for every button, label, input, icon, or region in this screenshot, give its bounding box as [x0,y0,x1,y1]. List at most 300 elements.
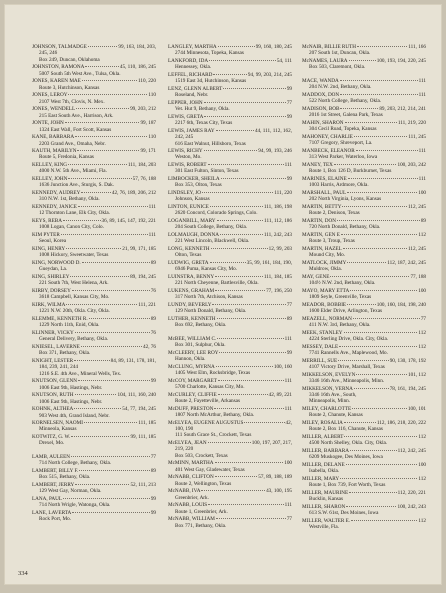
entry-address: 129 North Donald, Bethany, Okla. [175,308,247,315]
entry-address: 221 South 7th, West Helena, Ark. [39,280,109,287]
entry-name: LINTON, EUNICE [168,204,209,211]
dot-leader [78,206,148,207]
entry-pages: 42, 76 [143,343,156,350]
directory-entry [302,420,426,433]
entry-pages: 111, 242, 243 [263,232,292,239]
entry-address: 204 N.W. 2nd, Bethany, Okla. [309,84,372,91]
entry-address: 221 West Lincoln, Blackwell, Okla. [175,238,250,245]
entry-address: Box 503, Claremont, Okla. [309,64,366,71]
entry-name: MADISON, BOB [302,105,340,112]
entry-address: Route 1, Box 739, Fort Worth, Texas [309,482,386,489]
entry-pages: 99, 111, 185 [130,434,156,441]
dot-leader [75,332,150,333]
entry-address: Route 1, Greenbrier, Ark. [175,508,228,515]
entry-address: Roseland, Nebr. [175,92,209,99]
entry-address: 7741 Rannells Ave., Maplewood, Mo. [309,349,388,356]
directory-entry [32,78,156,91]
entry-name: McNABB, IVA [168,488,201,495]
entry-name: MAHONEY, CHARLIE [302,133,353,140]
directory-entry [168,502,292,515]
entry-address: Route 2, Denison, Texas [309,210,360,217]
entry-pages: 101, 112 [408,371,426,378]
entry-pages: 42, 89, 221 [268,391,292,398]
entry-address: Mound City, Mo. [309,252,345,259]
entry-address-continued: Minneapolis, Minn. [309,398,351,405]
directory-entry [168,100,292,113]
directory-page [4,4,442,585]
entry-pages: 111 [284,162,292,169]
dot-leader [340,94,417,95]
entry-address: Isabella, Okla. [309,468,340,475]
entry-address: 215 East South Ave., Harrison, Ark. [39,112,114,119]
directory-entry [32,134,156,147]
dot-leader [357,46,407,47]
entry-name: MILEY, ROSALIA [302,419,343,426]
directory-entry [302,448,426,461]
directory-entry [32,92,156,105]
entry-name: KLEMME, KENNETH R. [32,316,88,322]
dot-leader [202,192,273,193]
entry-pages-continued: 100, 190 [175,426,194,433]
entry-pages-continued: 242, 245 [175,134,194,141]
entry-name: McCLUNG, MYRNA [168,363,215,370]
directory-entry [168,420,292,439]
dot-leader [208,164,284,165]
entry-address: Route 3, Troup, Texas [309,238,355,245]
entry-name: LEWIS, RICHY [168,148,203,155]
dot-leader [61,234,148,235]
dot-leader [218,380,284,381]
directory-entry [168,460,292,473]
entry-name: LIMBOCKER, SHEILA [168,176,220,183]
dot-leader [81,346,142,347]
entry-name: KNUTSON, RUTH [32,392,74,399]
dot-leader [89,318,150,319]
dot-leader [216,518,286,519]
entry-pages: 112 [418,433,426,440]
entry-pages: 100 [418,189,426,196]
entry-pages: 89 [150,316,156,322]
directory-entry [32,44,156,63]
entry-pages: 89, 194, 245 [130,274,156,281]
entry-name: LEFFEL, RICHARD [168,71,213,78]
entry-address: Box 249, Duncan, Oklahoma [39,56,100,63]
entry-address: Box 353, Olton, Texas [175,182,222,189]
entry-pages: 77 [286,302,292,309]
entry-pages: 57, 89, 188, 189 [258,474,292,481]
entry-address: 3618 Campbell, Kansas City, Mo. [39,294,110,301]
entry-pages: 111 [418,77,426,84]
directory-entry [168,190,292,203]
directory-entry [168,58,292,71]
entry-pages: 99, 160, 180, 245 [255,44,292,50]
directory-entry [32,510,156,523]
entry-address: 720 North Donald, Bethany, Okla. [309,224,381,231]
directory-entry [32,482,156,495]
dot-leader [223,88,286,89]
dot-leader [215,462,284,463]
entry-pages: 100, 203, 242 [397,161,426,168]
entry-address: 4224 Sterling Drive, Okla. City, Okla. [309,335,389,342]
directory-entry [302,504,426,517]
entry-pages: 111 [284,335,292,342]
entry-address: 221 North Cheyenne, Bartlesville, Okla. [175,280,259,287]
dot-leader [210,206,263,207]
dot-leader [352,408,407,409]
entry-pages: 111, 245 [408,133,426,140]
entry-name: MIKKELSON, EVELYN [302,371,356,378]
entry-address: 616 East Walnut, Hillsboro, Texas [175,140,246,147]
entry-pages: 100, 160, 184, 198, 240 [376,301,426,308]
entry-pages: 112 [418,329,426,336]
entry-name: KNUTSON, GLENN [32,378,77,385]
entry-address: 1405 West Elm, Rocksbridge, Texas [175,370,251,377]
entry-pages: 99 [150,378,156,385]
directory-entry [32,120,156,133]
dot-leader [65,122,140,123]
entry-pages: 99 [286,176,292,183]
entry-name: KNIGHT, LESTER [32,357,74,364]
entry-name: JOHNSTON, RAMONA [32,64,85,71]
dot-leader [340,80,418,81]
entry-pages: 111 [418,147,426,154]
directory-entry [302,120,426,133]
directory-entry [302,78,426,91]
entry-pages: 111, 166 [408,44,426,50]
entry-pages: 111 [418,91,426,98]
directory-entry [302,462,426,475]
dot-leader [338,360,389,361]
entry-pages: 112 [418,231,426,238]
dot-leader [208,442,251,443]
entry-address: 1006 East 9th, Hastings, Nebr. [39,384,103,391]
dot-leader [82,80,137,81]
directory-entry [302,518,426,531]
dot-leader [215,276,263,277]
dot-leader [78,380,150,381]
entry-pages-continued: 245, 246 [39,50,58,57]
directory-entry [168,86,292,99]
entry-name: KANE, BARBARA [32,134,75,141]
entry-pages: 99 [286,349,292,356]
directory-entry [168,274,292,287]
dot-leader [344,332,418,333]
entry-address: Box 371, Bethany, Okla. [39,350,91,357]
entry-name: LOLMAUGH, DONNA [168,232,220,239]
entry-address: 111 South Grace St., Crockett, Texas [175,432,252,439]
directory-entry [168,350,292,363]
dot-leader [344,436,417,437]
entry-name: McNAIR, BILLIE RUTH [302,44,357,50]
entry-name: MANBECK, ELEANOR [302,147,355,154]
entry-name: McELYEA, EUGENE AUGUSTUS [168,419,244,426]
dot-leader [334,164,397,165]
directory-entry [32,454,156,467]
entry-pages: 100, 160 [273,363,292,370]
entry-pages: 35, 99, 161, 184, 190, [246,260,292,267]
entry-address: Hannon, Okla. [175,356,206,363]
dot-leader [216,130,254,131]
directory-entry [302,406,426,419]
dot-leader [330,276,409,277]
directory-entry [168,364,292,377]
entry-name: McNABB, WILLIAM [168,516,215,523]
entry-name: McNAMES, LAURA [302,57,348,64]
entry-pages: 77 [150,454,156,461]
directory-entry [302,476,426,489]
directory-entry [168,176,292,189]
dot-leader [215,476,258,477]
dot-leader [350,290,417,291]
entry-pages: 43, 100, 195 [266,488,292,495]
directory-entry [168,378,292,391]
entry-name: McELYEA, JEAN [168,440,207,447]
dot-leader [63,498,150,499]
entry-name: JONES, KAREN MAE [32,78,81,85]
directory-entry [302,302,426,315]
directory-entry [168,246,292,259]
entry-name: MAYO, MARY ETTA [302,287,350,294]
dot-leader [211,248,268,249]
entry-name: LANGLEY, MARTHA [168,44,217,50]
dot-leader [204,116,285,117]
entry-name: MARSHALL, PAUL [302,189,347,196]
entry-address: 317 North 7th, Atchison, Kansas [175,294,243,301]
entry-name: LUTHER, KENNETH [168,316,216,322]
entry-pages: 111, 219, 220 [397,119,426,126]
directory-entry [302,330,426,343]
directory-entry [32,274,156,287]
entry-pages: 99 [286,113,292,120]
directory-entry [302,274,426,287]
entry-pages: 112, 220, 221 [397,489,426,496]
entry-address: 2217 6th, Texas City, Texas [175,120,233,127]
directory-entry [168,488,292,501]
entry-name: MATLOCK, JIMMY [302,259,347,266]
entry-name: McMINN, MARTHA [168,460,214,467]
entry-address: Box 515, Bethany, Okla. [39,474,91,481]
entry-pages: 112, 187, 242, 245 [387,259,426,266]
entry-name: McNABB, LOUIS [168,502,208,509]
dot-leader [68,94,147,95]
entry-pages: 111, 186, 198 [263,204,292,211]
entry-pages: 100 [418,287,426,294]
entry-pages: 112 [418,475,426,482]
directory-entry [302,232,426,245]
dot-leader [74,360,110,361]
entry-pages: 94, 99, 203, 214, 245 [247,71,292,78]
directory-entry [302,218,426,231]
directory-entry [32,288,156,301]
entry-address: Gueydan, La. [39,266,68,273]
directory-entry [32,496,156,509]
entry-name: MILLER, MARY [302,475,340,482]
entry-address: 1006 East 9th, Hastings, Nebr. [39,398,103,405]
entry-pages: 111, 112, 186 [264,218,292,225]
directory-entry [32,316,156,329]
directory-entry [302,148,426,161]
entry-address: 204 South College, Bethany, Okla. [175,224,248,231]
directory-entry [302,92,426,105]
dot-leader [66,304,137,305]
entry-address: 1008 Hickory, Sweetwater, Texas [39,252,109,259]
entry-name: KNIESEL, LAVERNE [32,343,80,350]
dot-leader [72,290,150,291]
directory-entry [32,330,156,343]
dot-leader [217,318,286,319]
entry-pages: 89, 203, 212, 214, 241 [379,105,426,112]
dot-leader [354,136,407,137]
entry-name: LAMB, AULEEN [32,454,71,461]
entry-pages: 42, 76, 189, 206, 212 [111,190,156,197]
entry-address: Route 2, Fayetteville, Arkansas [175,398,240,405]
entry-pages: 111 [284,405,292,412]
entry-pages: 112, 245 [408,203,426,210]
entry-address: 714 North College, Bethany, Okla. [39,460,112,467]
entry-name: LEWIS, ROBERT [168,162,207,169]
entry-pages: 99 [286,85,292,92]
entry-name: LINDSLEY, JO [168,190,202,197]
entry-name: MIKKELSON, VERNA [302,385,353,392]
entry-name: MILLER, MAURINE [302,489,349,496]
dot-leader [350,450,397,451]
entry-pages: 112, 186, 218, 220, 222 [376,419,426,426]
entry-name: McCURLEY, CLIFFIE [168,391,217,398]
entry-address: 714 North Wrigle, Watonga, Okla. [39,502,111,509]
dot-leader [220,234,263,235]
entry-name: MAHIN, SHARON [302,119,344,126]
entry-address: Johnson, Kansas [175,196,210,203]
entry-address: 1809 Seyle, Greenville, Texas [309,294,372,301]
entry-address: 207 South 1st, Duncan, Okla. [309,50,371,57]
directory-entry [302,386,426,405]
directory-entry [32,190,156,203]
dot-leader [340,108,378,109]
entry-address: Box 692, Bethany, Okla. [175,322,227,329]
entry-address: 1008 Logan, Canon City, Colo. [39,224,104,231]
entry-pages: 100 [418,461,426,468]
entry-address: Westville, Fla. [309,524,339,531]
entry-pages: 78, 161, 194, 245 [389,385,426,392]
entry-address: 5700 Charlotte, Kansas City, Mo. [175,384,245,391]
entry-address: 522 North College, Bethany, Okla. [309,98,382,105]
entry-pages: 111, 184, 203 [127,162,156,169]
entry-name: McNABB, CLIFTON [168,474,214,481]
directory-entry [302,358,426,371]
entry-address: Route 1, Box 126 D, Burkburnet, Texas [309,168,392,175]
entry-name: KOTWITZ, G. W. [32,434,71,441]
entry-name: KIM PYTER [32,232,60,239]
entry-pages: 99, 163, 184, 203, [118,44,156,50]
entry-name: KLINNER, VICKY [32,329,74,336]
entry-name: MARTIN, HAZEL [302,245,342,252]
dot-leader [71,456,150,457]
entry-pages: 42, [285,419,292,426]
entry-address: 7107 Gregory, Shreveport, La. [309,140,373,147]
entry-name: McCOY, MARGARET [168,377,217,384]
entry-name: KAUTH, MARILYN [32,148,77,155]
entry-pages: 100, 101 [407,405,426,412]
dot-leader [349,492,397,493]
entry-address: 5007 South 5th West Ave., Tulsa, Okla. [39,70,121,77]
directory-entry [168,218,292,231]
entry-pages: 89 [286,316,292,322]
entry-name: LANA, PAUL [32,496,63,503]
entry-address: Drexel, Mo. [39,440,65,447]
dot-leader [66,248,121,249]
entry-name: LUKENS, GRAHAM [168,288,215,295]
entry-pages: 12, 99, 203 [268,246,292,253]
dot-leader [215,290,265,291]
entry-name: KIRBY, DORSEY [32,288,71,295]
dot-leader [209,60,276,61]
entry-address: Weston, Mo. [175,154,202,161]
entry-name: LONG, KENNETH [168,246,210,253]
directory-entry [32,106,156,119]
entry-name: LUNDY, BEVERLY [168,302,212,309]
directory-entry [32,246,156,259]
entry-pages: 100, 193, 194, 220, 245 [376,57,426,64]
entry-address: 2016 1st Street, Galena Park, Texas [309,112,383,119]
entry-name: LEWIS, JAMES RAY [168,127,215,134]
directory-entry [168,406,292,419]
directory-entry [168,232,292,245]
entry-address: 1324 East Wall, Fort Scott, Kansas [39,126,112,133]
directory-entry [168,260,292,273]
dot-leader [217,220,263,221]
dot-leader [70,276,129,277]
directory-entry [32,392,156,405]
directory-entry [168,44,292,57]
entry-address: Route 2, Wellington, Texas [175,480,232,487]
directory-entry [302,134,426,147]
dot-leader [63,220,101,221]
dot-leader [88,46,118,47]
entry-pages: 110 [148,92,156,99]
entry-name: KIRK, WILMA [32,302,66,309]
directory-entry [32,302,156,315]
directory-entry [168,128,292,147]
directory-entry [32,64,156,77]
directory-entry [302,162,426,175]
entry-pages: 54, 111 [276,57,292,64]
entry-pages: 111, 185 [138,420,156,427]
entry-address: Rock Port, Mo. [39,516,71,523]
dot-leader [344,422,376,423]
entry-pages: 36, 89, 145, 147, 192, 221 [101,218,156,225]
dot-leader [341,234,418,235]
dot-leader [204,102,286,103]
entry-pages: 99 [150,496,156,503]
entry-pages: 99, 171 [140,148,156,155]
entry-name: McBEE, WILLIAM C. [168,335,217,342]
dot-leader [208,504,283,505]
entry-address: General Delivery, Bethany, Okla. [39,336,109,343]
dot-leader [221,178,286,179]
directory-entry [302,190,426,203]
entry-address: 6209 Muskogee, Des Moines, Iowa [309,454,383,461]
entry-pages: 21, 99, 171, 185 [122,246,156,253]
entry-address: Bucklin, Kansas [309,496,344,503]
entry-name: MEAZELL, NORMAN [302,315,352,322]
entry-address: 301 East Fulton, Sinton, Texas [175,168,239,175]
entry-name: MILLER, WALTER E. [302,517,351,524]
entry-address: 401 West Gay, Gladewater, Texas [175,466,245,473]
dot-leader [75,136,147,137]
entry-address: Olton, Texas [175,252,202,259]
dot-leader [81,192,111,193]
directory-entry [32,358,156,377]
